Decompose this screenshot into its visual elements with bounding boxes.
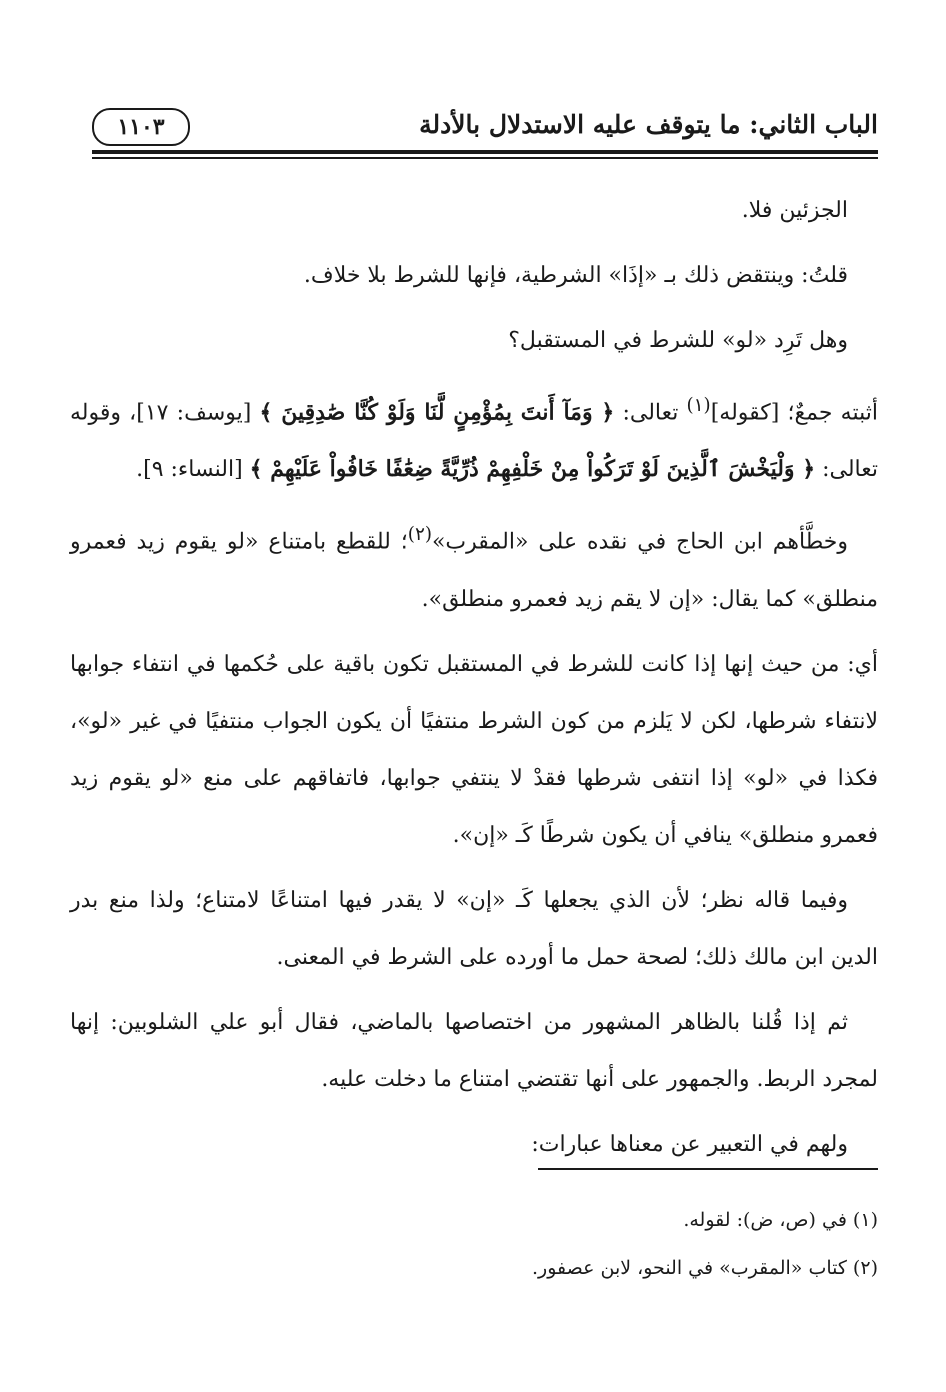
paragraph-8: ثم إذا قُلنا بالظاهر المشهور من اختصاصها بالماضي، فقال أبو علي الشلوبين: إنها لمجرد الربط. والجمهور على أنها تقتضي امتناع ما دخلت عليه.: [70, 1009, 878, 1092]
paragraph-9: ولهم في التعبير عن معناها عبارات:: [531, 1131, 848, 1157]
paragraph-5-text-b: ؛ للقطع بامتناع «لو يقوم زيد فعمرو منطلق» كما يقال: «إن لا يقم زيد فعمرو منطلق».: [70, 529, 878, 612]
footnote-ref-1: (١): [686, 395, 711, 416]
footnotes: [70, 1196, 878, 1292]
paragraph-4-text-c: [يوسف: ١٧]، وقوله تعالى:: [70, 400, 878, 483]
paragraph-4-text-b: تعالى:: [614, 400, 687, 426]
footnote-2: (٢) كتاب «المقرب» في النحو، لابن عصفور.: [531, 1257, 878, 1279]
footnote-separator: [538, 1168, 878, 1170]
paragraph-3: وهل تَرِد «لو» للشرط في المستقبل؟: [508, 328, 848, 353]
paragraph-6: أي: من حيث إنها إذا كانت للشرط في المستقبل تكون باقية على حُكمها في انتفاء جوابها لانتفاء شرطها، لكن لا يَلزم من كون الشرط منتفيًا أن يكون الجواب منتفيًا في غير «لو»، فكذا في «لو» إذا انتفى شرطها فقدْ لا ينتفي جوابها، فاتفاقهم على منع «لو يقوم زيد فعمرو منطلق» ينافي أن يكون شرطًا كَـ «إن».: [70, 651, 878, 848]
page-number-badge: ١١٠٣: [92, 108, 190, 146]
footnote-ref-2: (٢): [407, 524, 432, 546]
paragraph-4-text-d: [النساء: ٩].: [136, 457, 250, 483]
main-text: [70, 182, 878, 1181]
quran-verse-1: ﴿ وَمَآ أَنتَ بِمُؤْمِنٍ لَّنَا وَلَوْ كُنَّا صَٰدِقِينَ ﴾: [259, 399, 615, 426]
paragraph-2: قلتُ: وينتقض ذلك بـ «إذَا» الشرطية، فإنها للشرط بلا خلاف.: [303, 263, 848, 288]
page-header: [70, 100, 878, 146]
paragraph-4-text-a: أثبته جمعٌ؛ [كقوله]: [710, 400, 878, 426]
paragraph-5-text-a: وخطَّأهم ابن الحاج في نقده على «المقرب»: [431, 529, 848, 555]
document-page: [70, 0, 878, 1392]
header-rule-thick: [92, 150, 878, 154]
paragraph-7: وفيما قاله نظر؛ لأن الذي يجعلها كَـ «إن» لا يقدر فيها امتناعًا لامتناع؛ ولذا منع بدر الدين ابن مالك ذلك؛ لصحة حمل ما أورده على الشرط في المعنى.: [70, 887, 878, 970]
footnote-1: (١) في (ص، ض): لقوله.: [683, 1209, 878, 1231]
paragraph-1: الجزئين فلا.: [741, 198, 848, 223]
paragraph-4: [70, 377, 878, 498]
quran-verse-2: ﴿ وَلْيَخْشَ ٱلَّذِينَ لَوْ تَرَكُواْ مِنْ خَلْفِهِمْ ذُرِّيَّةً ضِعَٰفًا خَافُواْ عَلَيْهِمْ ﴾: [249, 456, 816, 483]
paragraph-5: [70, 506, 878, 627]
chapter-title: الباب الثاني: ما يتوقف عليه الاستدلال بالأدلة: [419, 110, 878, 139]
header-rule-thin: [92, 157, 878, 159]
